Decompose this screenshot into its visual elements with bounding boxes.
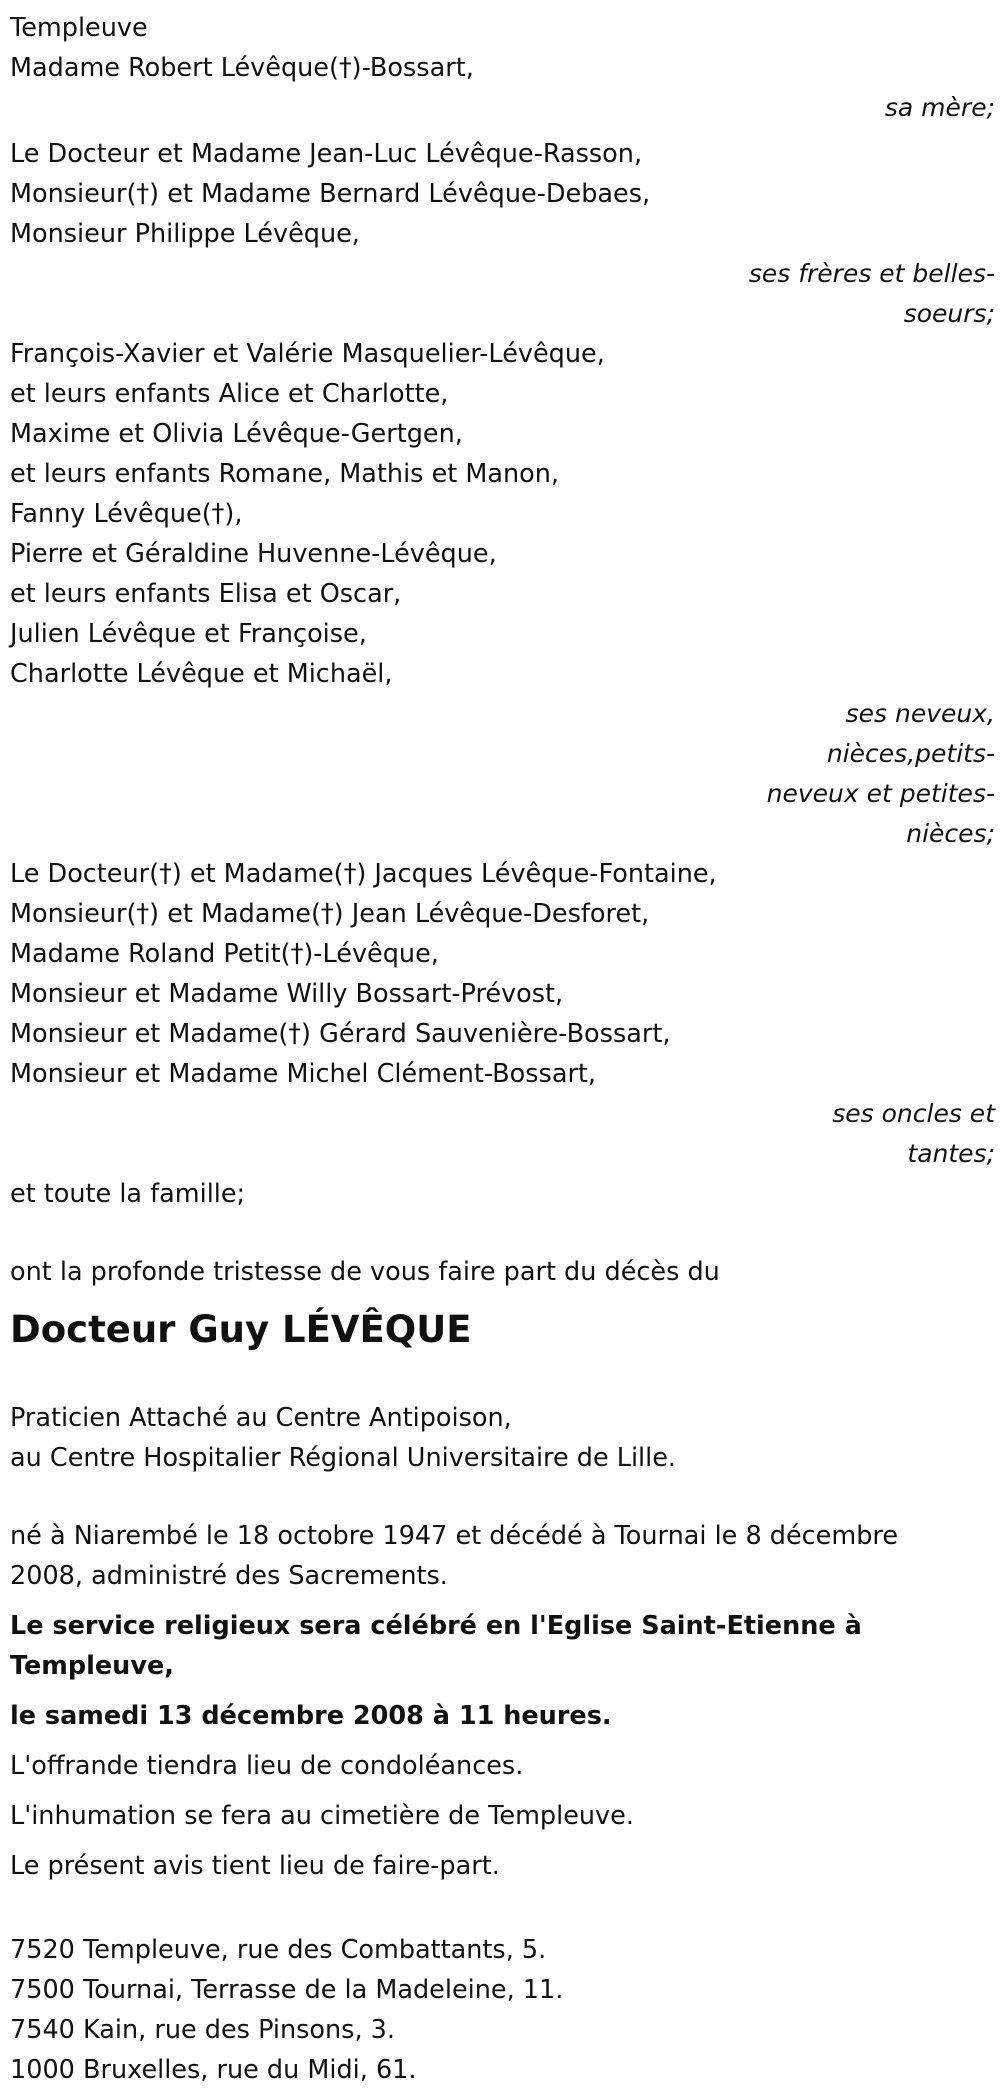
- place-header: Templeuve: [10, 13, 148, 43]
- relation-label: sa mère;: [884, 93, 995, 122]
- note-line: L'offrande tiendra lieu de condoléances.: [10, 1751, 524, 1781]
- address-line: 7540 Kain, rue des Pinsons, 3.: [10, 2015, 396, 2045]
- service-date: le samedi 13 décembre 2008 à 11 heures.: [10, 1701, 612, 1731]
- family-member: et leurs enfants Alice et Charlotte,: [10, 379, 449, 409]
- service-place: Le service religieux sera célébré en l'Eglise Saint-Etienne à Templeuve,: [10, 1611, 862, 1681]
- family-member: Le Docteur et Madame Jean-Luc Lévêque-Rasson,: [10, 139, 643, 169]
- note-line: Le présent avis tient lieu de faire-part.: [10, 1851, 500, 1881]
- nephews-group: [10, 334, 995, 854]
- family-member: Monsieur(†) et Madame Bernard Lévêque-Debaes,: [10, 179, 651, 209]
- family-member: Fanny Lévêque(†),: [10, 499, 243, 529]
- note-line: L'inhumation se fera au cimetière de Templeuve.: [10, 1801, 634, 1831]
- mother-group: [10, 48, 995, 128]
- family-member: Maxime et Olivia Lévêque-Gertgen,: [10, 419, 463, 449]
- family-member: Le Docteur(†) et Madame(†) Jacques Lévêque-Fontaine,: [10, 859, 717, 889]
- siblings-group: [10, 134, 995, 334]
- family-member: Charlotte Lévêque et Michaël,: [10, 659, 393, 689]
- family-member: et leurs enfants Elisa et Oscar,: [10, 579, 402, 609]
- family-member: Madame Robert Lévêque(†)-Bossart,: [10, 53, 474, 83]
- family-member: Julien Lévêque et Françoise,: [10, 619, 367, 649]
- family-member: Monsieur et Madame Michel Clément-Bossart,: [10, 1059, 597, 1089]
- position-line: au Centre Hospitalier Régional Universitaire de Lille.: [10, 1443, 676, 1473]
- relation-label: ses frères et belles- soeurs;: [748, 259, 995, 328]
- address-line: 7520 Templeuve, rue des Combattants, 5.: [10, 1935, 547, 1965]
- family-member: Monsieur et Madame(†) Gérard Sauvenière-Bossart,: [10, 1019, 671, 1049]
- uncles-group: [10, 854, 995, 1174]
- family-member: Pierre et Géraldine Huvenne-Lévêque,: [10, 539, 497, 569]
- address-line: 7500 Tournai, Terrasse de la Madeleine, 11.: [10, 1975, 564, 2005]
- whole-family: et toute la famille;: [10, 1179, 246, 1209]
- family-member: et leurs enfants Romane, Mathis et Manon,: [10, 459, 560, 489]
- birth-death-info: né à Niarembé le 18 octobre 1947 et décédé à Tournai le 8 décembre 2008, administré des Sacrements.: [10, 1521, 899, 1591]
- family-member: Monsieur Philippe Lévêque,: [10, 219, 360, 249]
- address-list: [10, 1930, 995, 2090]
- family-member: Monsieur(†) et Madame(†) Jean Lévêque-Desforet,: [10, 899, 650, 929]
- family-member: François-Xavier et Valérie Masquelier-Lévêque,: [10, 339, 605, 369]
- family-member: Monsieur et Madame Willy Bossart-Prévost,: [10, 979, 564, 1009]
- family-member: Madame Roland Petit(†)-Lévêque,: [10, 939, 439, 969]
- deceased-position: [10, 1398, 995, 1478]
- announcement: ont la profonde tristesse de vous faire part du décès du: [10, 1257, 720, 1287]
- address-line: 1000 Bruxelles, rue du Midi, 61.: [10, 2055, 417, 2085]
- deceased-name: Docteur Guy LÉVÊQUE: [10, 1308, 472, 1351]
- position-line: Praticien Attaché au Centre Antipoison,: [10, 1403, 512, 1433]
- relation-label: ses oncles et tantes;: [832, 1099, 995, 1168]
- obituary-content: [10, 8, 995, 2090]
- relation-label: ses neveux, nièces,petits- neveux et petites- nièces;: [766, 699, 995, 848]
